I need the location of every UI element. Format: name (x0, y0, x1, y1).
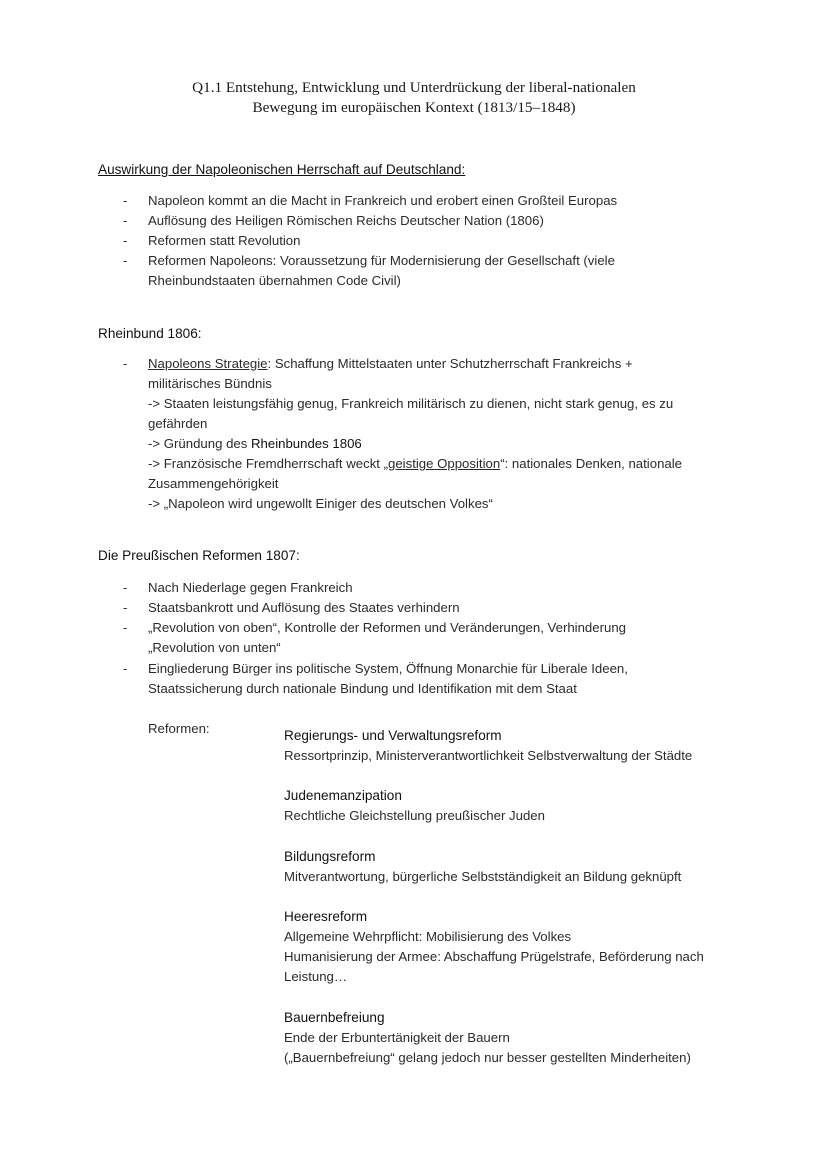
list-item: Reformen Napoleons: Voraussetzung für Modernisierung der Gesellschaft (viele Rheinbundstaaten übernahmen Code Civil) (148, 253, 615, 288)
section-heading-rheinbund: Rheinbund 1806: (98, 326, 202, 341)
list-item: „Revolution von oben“, Kontrolle der Reformen und Veränderungen, Verhinderung „Revolution von unten“ (148, 620, 626, 655)
list-item: Nach Niederlage gegen Frankreich (148, 580, 353, 595)
list-item: Auflösung des Heiligen Römischen Reichs Deutscher Nation (1806) (148, 213, 544, 228)
strategy-label: Napoleons Strategie (148, 356, 268, 371)
reformen-label: Reformen: (148, 721, 210, 736)
bullet-dash: - (123, 356, 128, 371)
section-heading-napoleonic-rule: Auswirkung der Napoleonischen Herrschaft auf Deutschland: (98, 162, 466, 177)
reform-item: Bauernbefreiung Ende der Erbuntertänigkeit der Bauern („Bauernbefreiung“ gelang jedoch nur besser gestellten Minderheiten) (284, 1008, 754, 1068)
bullet-dash: - (123, 253, 128, 268)
reform-title: Heeresreform (284, 909, 368, 924)
reform-title: Bildungsreform (284, 849, 376, 864)
bullet-dash: - (123, 600, 128, 615)
reform-title: Regierungs- und Verwaltungsreform (284, 728, 502, 743)
bullet-dash: - (123, 213, 128, 228)
bullet-dash: - (123, 661, 128, 676)
reform-item: Heeresreform Allgemeine Wehrpflicht: Mobilisierung des Volkes Humanisierung der Armee: Abschaffung Prügelstrafe, Beförderung nach Leistung… (284, 907, 754, 987)
reform-item: Regierungs- und Verwaltungsreform Ressortprinzip, Ministerverantwortlichkeit Selbstverwaltung der Städte (284, 726, 754, 766)
list-item: Napoleon kommt an die Macht in Frankreich und erobert einen Großteil Europas (148, 193, 618, 208)
bullet-dash: - (123, 233, 128, 248)
page-title (0, 78, 828, 118)
title-line-1: Q1.1 Entstehung, Entwicklung und Unterdrückung der liberal-nationalen (192, 79, 636, 96)
list-item: Eingliederung Bürger ins politische System, Öffnung Monarchie für Liberale Ideen, Staatssicherung durch nationale Bindung und Identifikation mit dem Staat (148, 661, 628, 696)
reform-title: Bauernbefreiung (284, 1010, 385, 1025)
reform-title: Judenemanzipation (284, 788, 402, 803)
geistige-opposition: „geistige Opposition (383, 456, 501, 471)
bullet-dash: - (123, 620, 128, 635)
title-line-2: Bewegung im europäischen Kontext (1813/15–1848) (252, 99, 576, 116)
list-item: Reformen statt Revolution (148, 233, 301, 248)
list-item: Staatsbankrott und Auflösung des Staates verhindern (148, 600, 460, 615)
bullet-dash: - (123, 193, 128, 208)
list-item: Napoleons Strategie: Schaffung Mittelstaaten unter Schutzherrschaft Frankreichs + militärisches Bündnis -> Staaten leistungsfähig genug, Frankreich militärisch zu dienen, nicht stark genug, es zu gefährden -> Gründung des Rheinbundes 1806 -> Französische Fremdherrschaft weckt „geistige Opposition“: nationales Denken, nationale Zusammengehörigkeit -> „Napoleon wird ungewollt Einiger des deutschen Volkes“ (148, 356, 683, 511)
section-heading-prussian-reforms: Die Preußischen Reformen 1807: (98, 548, 300, 563)
bullet-dash: - (123, 580, 128, 595)
reform-item: Judenemanzipation Rechtliche Gleichstellung preußischer Juden (284, 786, 754, 826)
reform-item: Bildungsreform Mitverantwortung, bürgerliche Selbstständigkeit an Bildung geknüpft (284, 847, 754, 887)
rheinbund-bold: Rheinbundes 1806 (251, 436, 362, 451)
